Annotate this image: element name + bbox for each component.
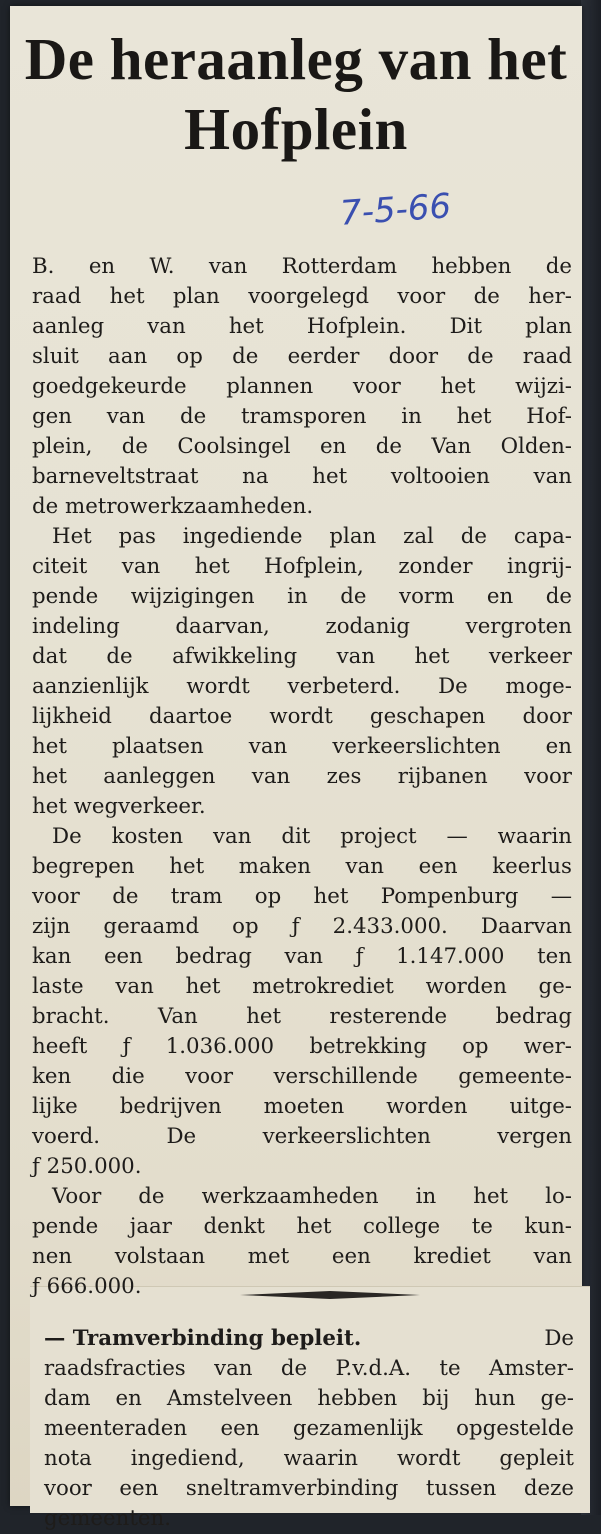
article-paragraph — [32, 252, 572, 522]
article-line: voerd. De verkeerslichten vergen — [32, 1124, 572, 1149]
article-line: nen volstaan met een krediet van — [32, 1244, 572, 1269]
article-line: Het pas ingediende plan zal de capa- — [52, 524, 572, 549]
second-item-first-line-rest: De — [544, 1326, 574, 1351]
article-line: gen van de tramsporen in het Hof- — [32, 404, 572, 429]
article-line: pende wijzigingen in de vorm en de — [32, 584, 572, 609]
second-item-lead: — Tramverbinding bepleit. — [44, 1326, 362, 1351]
article-line: voor de tram op het Pompenburg — — [32, 884, 572, 909]
handwritten-date: 7-5-66 — [338, 186, 453, 234]
article-line: barneveltstraat na het voltooien van — [32, 464, 572, 489]
second-item-line: dam en Amstelveen hebben bij hun ge- — [44, 1386, 574, 1411]
article-line: ƒ 250.000. — [32, 1154, 142, 1179]
article-line: plein, de Coolsingel en de Van Olden- — [32, 434, 572, 459]
article-line: lijkheid daartoe wordt geschapen door — [32, 704, 572, 729]
article-line: ken die voor verschillende gemeente- — [32, 1064, 572, 1089]
article-line: het plaatsen van verkeerslichten en — [32, 734, 572, 759]
article-line: lijke bedrijven moeten worden uitge- — [32, 1094, 572, 1119]
article-line: bracht. Van het resterende bedrag — [32, 1004, 572, 1029]
article-line: sluit aan op de eerder door de raad — [32, 344, 572, 369]
article-line: Voor de werkzaamheden in het lo- — [52, 1184, 572, 1209]
headline: De heraanleg van het Hofplein — [24, 26, 568, 162]
article-line: het wegverkeer. — [32, 794, 206, 819]
article-line: pende jaar denkt het college te kun- — [32, 1214, 572, 1239]
article-line: kan een bedrag van ƒ 1.147.000 ten — [32, 944, 572, 969]
second-news-item — [44, 1324, 574, 1534]
article-line: laste van het metrokrediet worden ge- — [32, 974, 572, 999]
second-item-line: voor een sneltramverbinding tussen deze — [44, 1476, 574, 1501]
article-line: begrepen het maken van een keerlus — [32, 854, 572, 879]
second-item-line: raadsfracties van de P.v.d.A. te Amster- — [44, 1356, 574, 1381]
divider-ornament — [240, 1288, 420, 1302]
second-item-first-line — [44, 1324, 574, 1354]
article-line: aanzienlijk wordt verbeterd. De moge- — [32, 674, 572, 699]
article-line: De kosten van dit project — waarin — [52, 824, 572, 849]
article-line: zijn geraamd op ƒ 2.433.000. Daarvan — [32, 914, 572, 939]
newspaper-clipping — [10, 6, 582, 1531]
article-line: ƒ 666.000. — [32, 1274, 142, 1299]
second-item-line: meenteraden een gezamenlijk opgestelde — [44, 1416, 574, 1441]
article-paragraph — [32, 1182, 572, 1302]
article-line: dat de afwikkeling van het verkeer — [32, 644, 572, 669]
second-item-line: nota ingediend, waarin wordt gepleit — [44, 1446, 574, 1471]
article-paragraph — [32, 522, 572, 822]
second-item-line: gemeenten. — [44, 1506, 172, 1531]
article-line: goedgekeurde plannen voor het wijzi- — [32, 374, 572, 399]
article-line: indeling daarvan, zodanig vergroten — [32, 614, 572, 639]
article-line: raad het plan voorgelegd voor de her- — [32, 284, 572, 309]
article-line: B. en W. van Rotterdam hebben de — [32, 254, 572, 279]
article-line: de metrowerkzaamheden. — [32, 494, 314, 519]
article-line: aanleg van het Hofplein. Dit plan — [32, 314, 572, 339]
article-line: het aanleggen van zes rijbanen voor — [32, 764, 572, 789]
article-line: heeft ƒ 1.036.000 betrekking op wer- — [32, 1034, 572, 1059]
article-line: citeit van het Hofplein, zonder ingrij- — [32, 554, 572, 579]
article-paragraph — [32, 822, 572, 1182]
article-body — [32, 252, 572, 1302]
